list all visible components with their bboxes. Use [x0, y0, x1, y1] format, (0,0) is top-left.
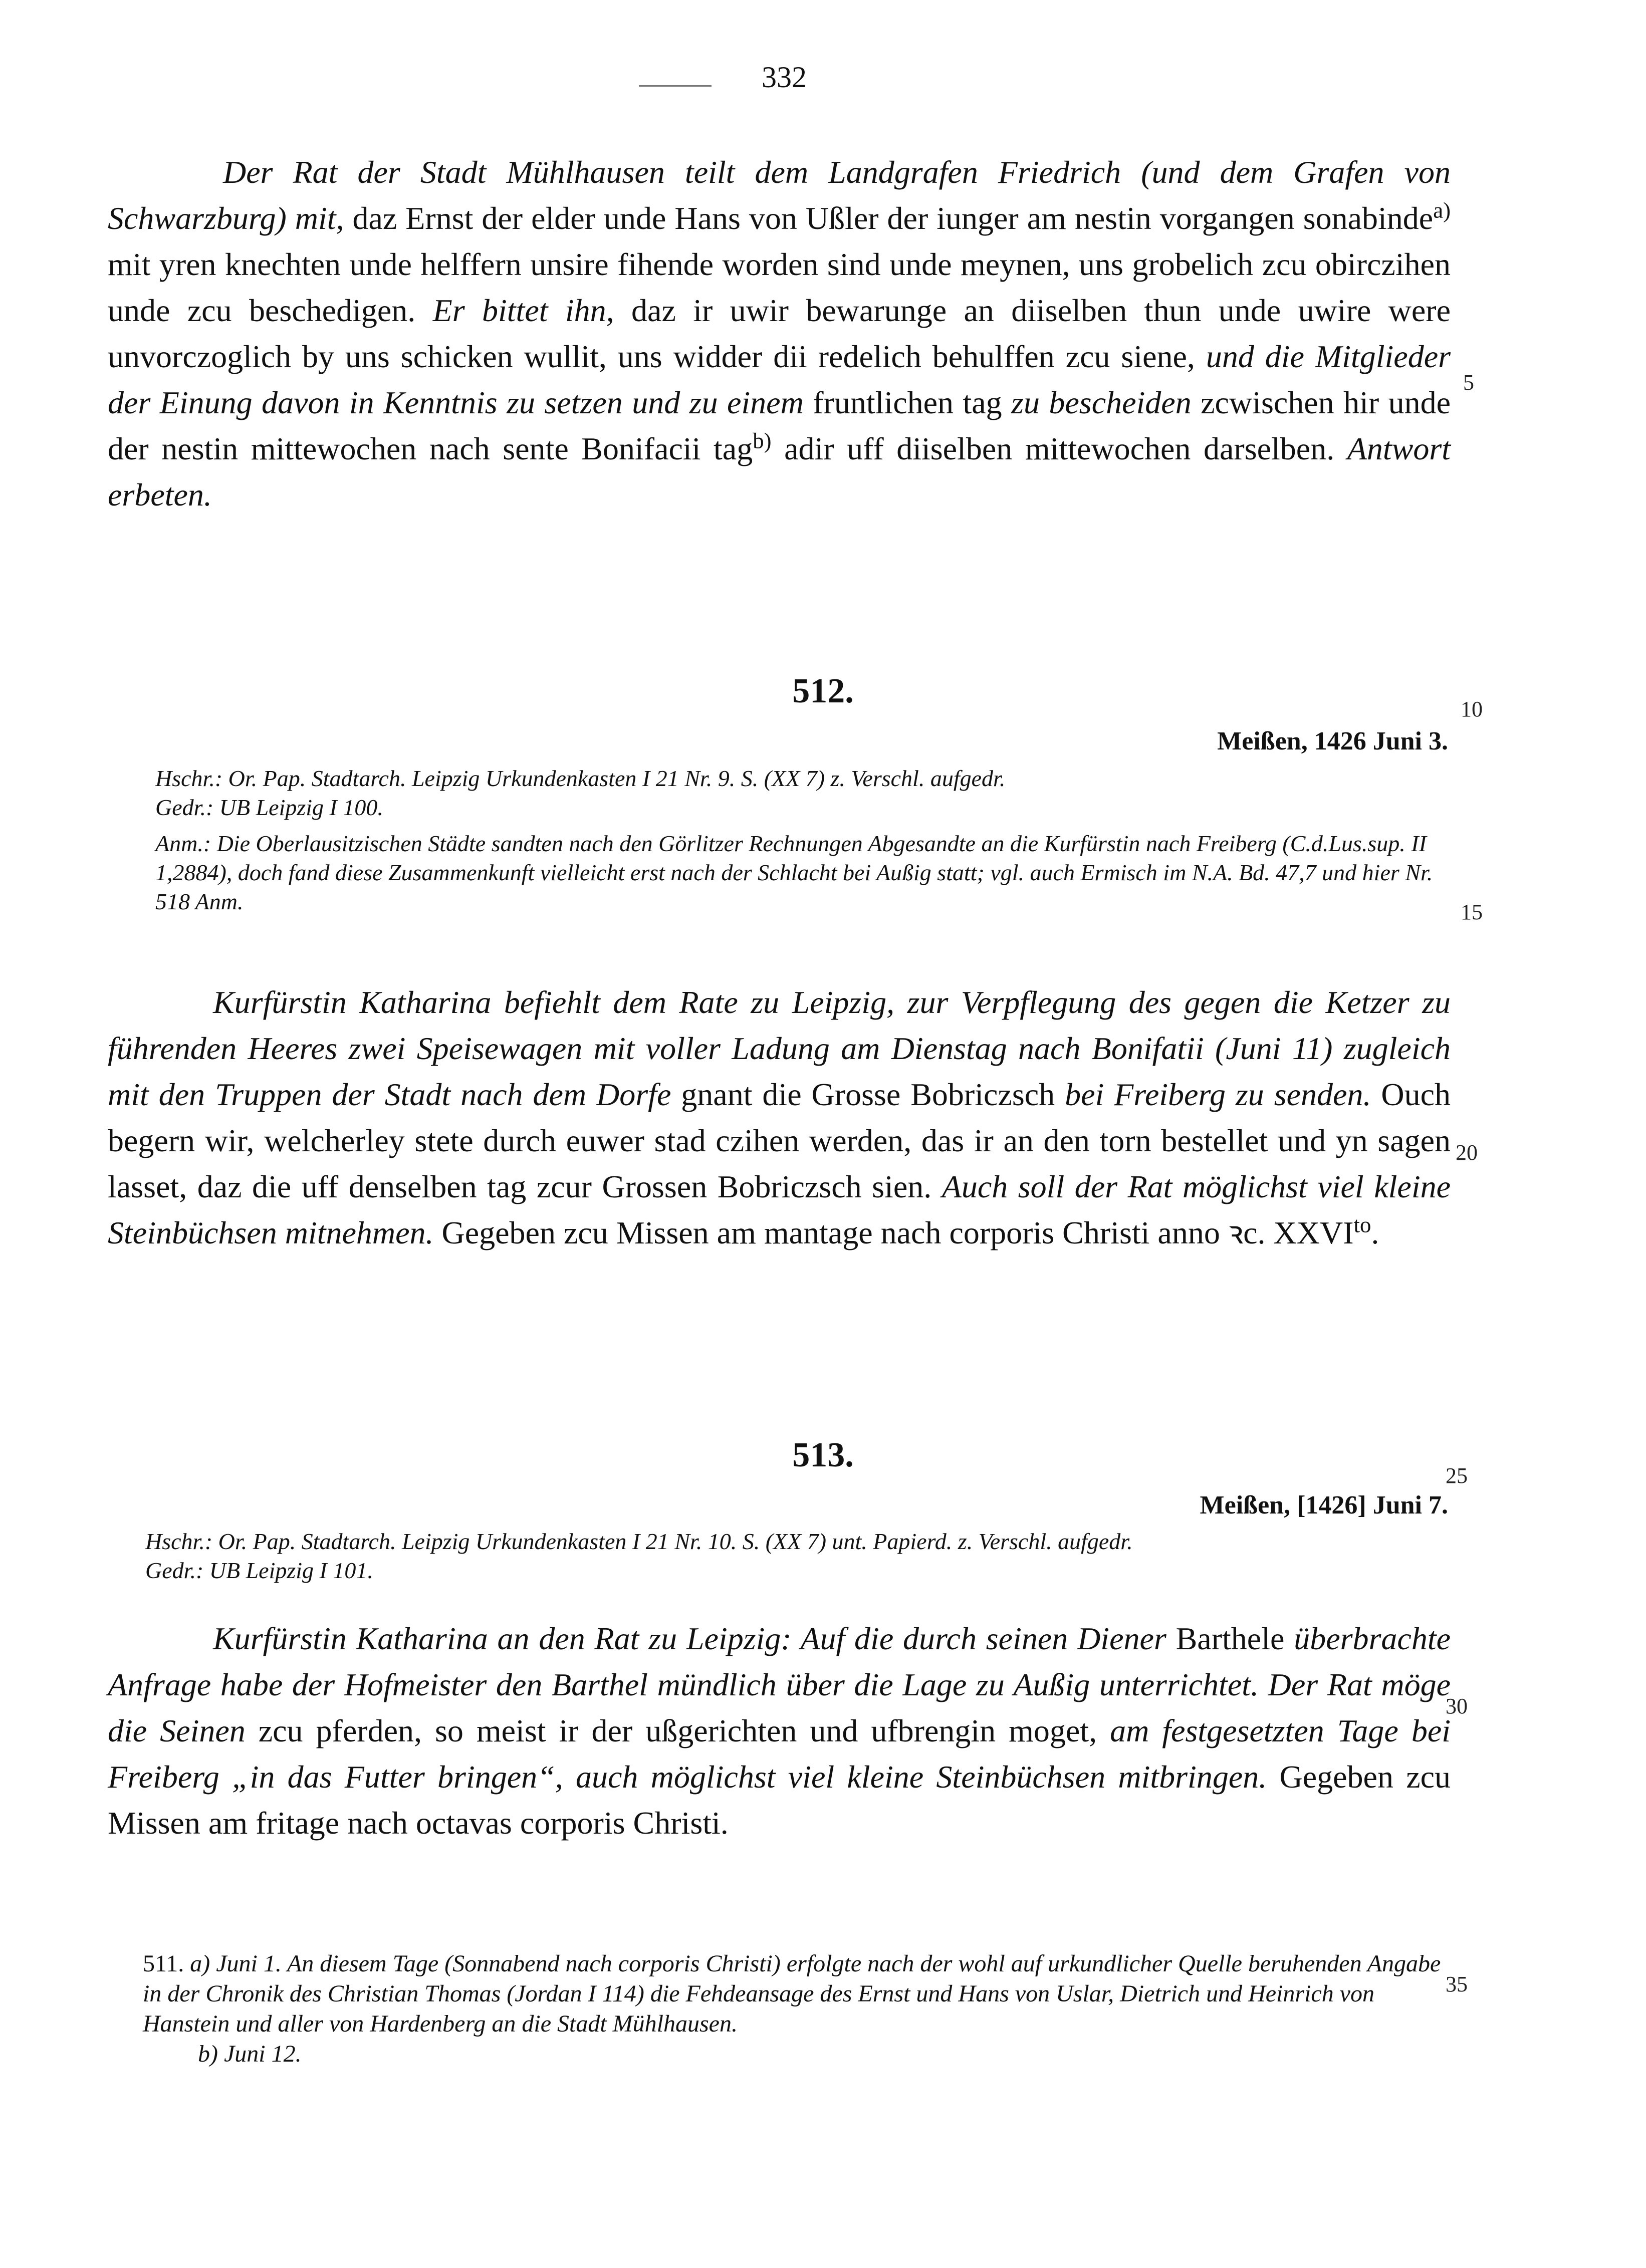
doc511-text-2: daz Ernst der elder unde Hans von Ußler der iunger am nestin vorgangen sonabinde [344, 200, 1434, 236]
doc511-text-8: fruntlichen tag [803, 385, 1012, 420]
doc512-gedr: Gedr.: UB Leipzig I 100. [155, 795, 383, 820]
doc511-text-5: Er bittet ihn, [432, 293, 614, 328]
doc511-text-10: zcwischen hir unde der nestin mittewochen nach sente Bonifacii tag [108, 385, 1451, 466]
doc512-anm: Anm.: Die Oberlausitzischen Städte sandten nach den Görlitzer Rechnungen Abgesandte an die Kurfürstin nach Freiberg (C.d.Lus.sup. II 1,2884), doch fand diese Zusammenkunft vielleicht erst nach der Schlacht bei Außig statt; vgl. auch Ermisch im N.A. Bd. 47,7 und hier Nr. 518 Anm. [155, 831, 1433, 914]
line-number-10: 10 [1461, 697, 1483, 721]
line-number-20: 20 [1456, 1140, 1478, 1165]
doc511-text-4: mit yren knechten unde helffern unsire fihende worden sind unde meynen, uns grobelich zcu obirczihen unde zcu beschedigen. [108, 246, 1451, 328]
doc513-apparatus [145, 1527, 1438, 1585]
doc513-text-5: am festgesetzten Tage bei Freiberg „in das Futter bringen“, auch möglichst viel kleine Steinbüchsen mitbringen. [108, 1713, 1451, 1795]
doc513-regest [108, 1616, 1451, 1846]
footnote-doc-ref: 511. [143, 1950, 184, 1977]
line-number-35: 35 [1446, 1972, 1468, 1996]
line-number-15: 15 [1461, 900, 1483, 924]
doc513-gedr: Gedr.: UB Leipzig I 101. [145, 1558, 373, 1583]
doc512-text-3: bei Freiberg zu senden. [1065, 1077, 1371, 1112]
line-number-30: 30 [1446, 1694, 1468, 1718]
doc513-text-3: überbrachte Anfrage habe der Hofmeister den Barthel mündlich über die Lage zu Außig unterrichtet. Der Rat möge die Seinen [108, 1621, 1451, 1748]
footnote-a [143, 1949, 1451, 2039]
doc511-text-9: zu bescheiden [1011, 385, 1192, 420]
doc512-text-6: Gegeben zcu Missen am mantage nach corporis Christi anno ꝛc. XXVI [433, 1215, 1354, 1250]
page-number: 332 [762, 61, 807, 94]
doc511-text-12: adir uff diiselben mittewochen darselben. [771, 431, 1347, 466]
doc512-hschr: Hschr.: Or. Pap. Stadtarch. Leipzig Urkundenkasten I 21 Nr. 9. S. (XX 7) z. Verschl. aufgedr. [155, 766, 1006, 791]
doc513-text-6: Gegeben zcu Missen am fritage nach octavas corporis Christi. [108, 1759, 1451, 1841]
footnote-a-text: a) Juni 1. An diesem Tage (Sonnabend nach corporis Christi) erfolgte nach der wohl auf urkundlicher Quelle beruhenden Angabe in der Chronik des Christian Thomas (Jordan I 114) die Fehdeansage des Ernst und Hans von Uslar, Dietrich und Heinrich von Hanstein und aller von Hardenberg an die Stadt Mühlhausen. [143, 1950, 1441, 2037]
footnote-ref-b: b) [753, 428, 772, 453]
doc511-regest [108, 149, 1451, 518]
doc511-text-1: Der Rat der Stadt Mühlhausen teilt dem Landgrafen Friedrich (und dem Grafen von Schwarzburg) mit, [108, 154, 1451, 236]
doc513-text-4: zcu pferden, so meist ir der ußgerichten und ufbrengin moget, [245, 1713, 1110, 1748]
doc512-number: 512. [792, 672, 854, 710]
doc513-dateline: Meißen, [1426] Juni 7. [1200, 1491, 1448, 1520]
doc513-number: 513. [792, 1436, 854, 1474]
doc513-text-1: Kurfürstin Katharina an den Rat zu Leipzig: Auf die durch seinen Diener [213, 1621, 1166, 1656]
footnote-b: b) Juni 12. [198, 2041, 302, 2067]
doc512-text-5: Auch soll der Rat möglichst viel kleine Steinbüchsen mitnehmen. [108, 1169, 1451, 1250]
line-number-5: 5 [1463, 370, 1474, 395]
doc511-text-6: daz ir uwir bewarunge an diiselben thun unde uwire were unvorczoglich by uns schicken wullit, uns widder dii redelich behulffen zcu siene, [108, 293, 1451, 374]
doc512-regest [108, 979, 1451, 1256]
line-number-25: 25 [1446, 1463, 1468, 1488]
doc511-text-7: und die Mitglieder der Einung davon in Kenntnis zu setzen und zu einem [108, 339, 1451, 420]
doc512-text-2: gnant die Grosse Bobriczsch [671, 1077, 1065, 1112]
footnote-ref-a: a) [1433, 197, 1451, 223]
doc512-text-8: . [1371, 1215, 1379, 1250]
doc512-sup: to [1353, 1212, 1371, 1237]
doc512-apparatus [155, 764, 1448, 916]
doc512-dateline: Meißen, 1426 Juni 3. [1217, 727, 1448, 755]
header-rule [639, 85, 712, 87]
doc512-text-1: Kurfürstin Katharina befiehlt dem Rate zu Leipzig, zur Verpflegung des gegen die Ketzer zu führenden Heeres zwei Speisewagen mit voller Ladung am Dienstag nach Bonifatii (Juni 11) zugleich mit den Truppen der Stadt nach dem Dorfe [108, 984, 1451, 1112]
doc513-hschr: Hschr.: Or. Pap. Stadtarch. Leipzig Urkundenkasten I 21 Nr. 10. S. (XX 7) unt. Papierd. z. Verschl. aufgedr. [145, 1529, 1133, 1554]
doc511-text-13: Antwort erbeten. [108, 431, 1451, 513]
doc513-text-2: Barthele [1166, 1621, 1294, 1656]
footnotes [143, 1949, 1451, 2069]
doc512-text-4: Ouch begern wir, welcherley stete durch euwer stad czihen werden, das ir an den torn bestellet und yn sagen lasset, daz die uff denselben tag zcur Grossen Bobriczsch sien. [108, 1077, 1451, 1204]
